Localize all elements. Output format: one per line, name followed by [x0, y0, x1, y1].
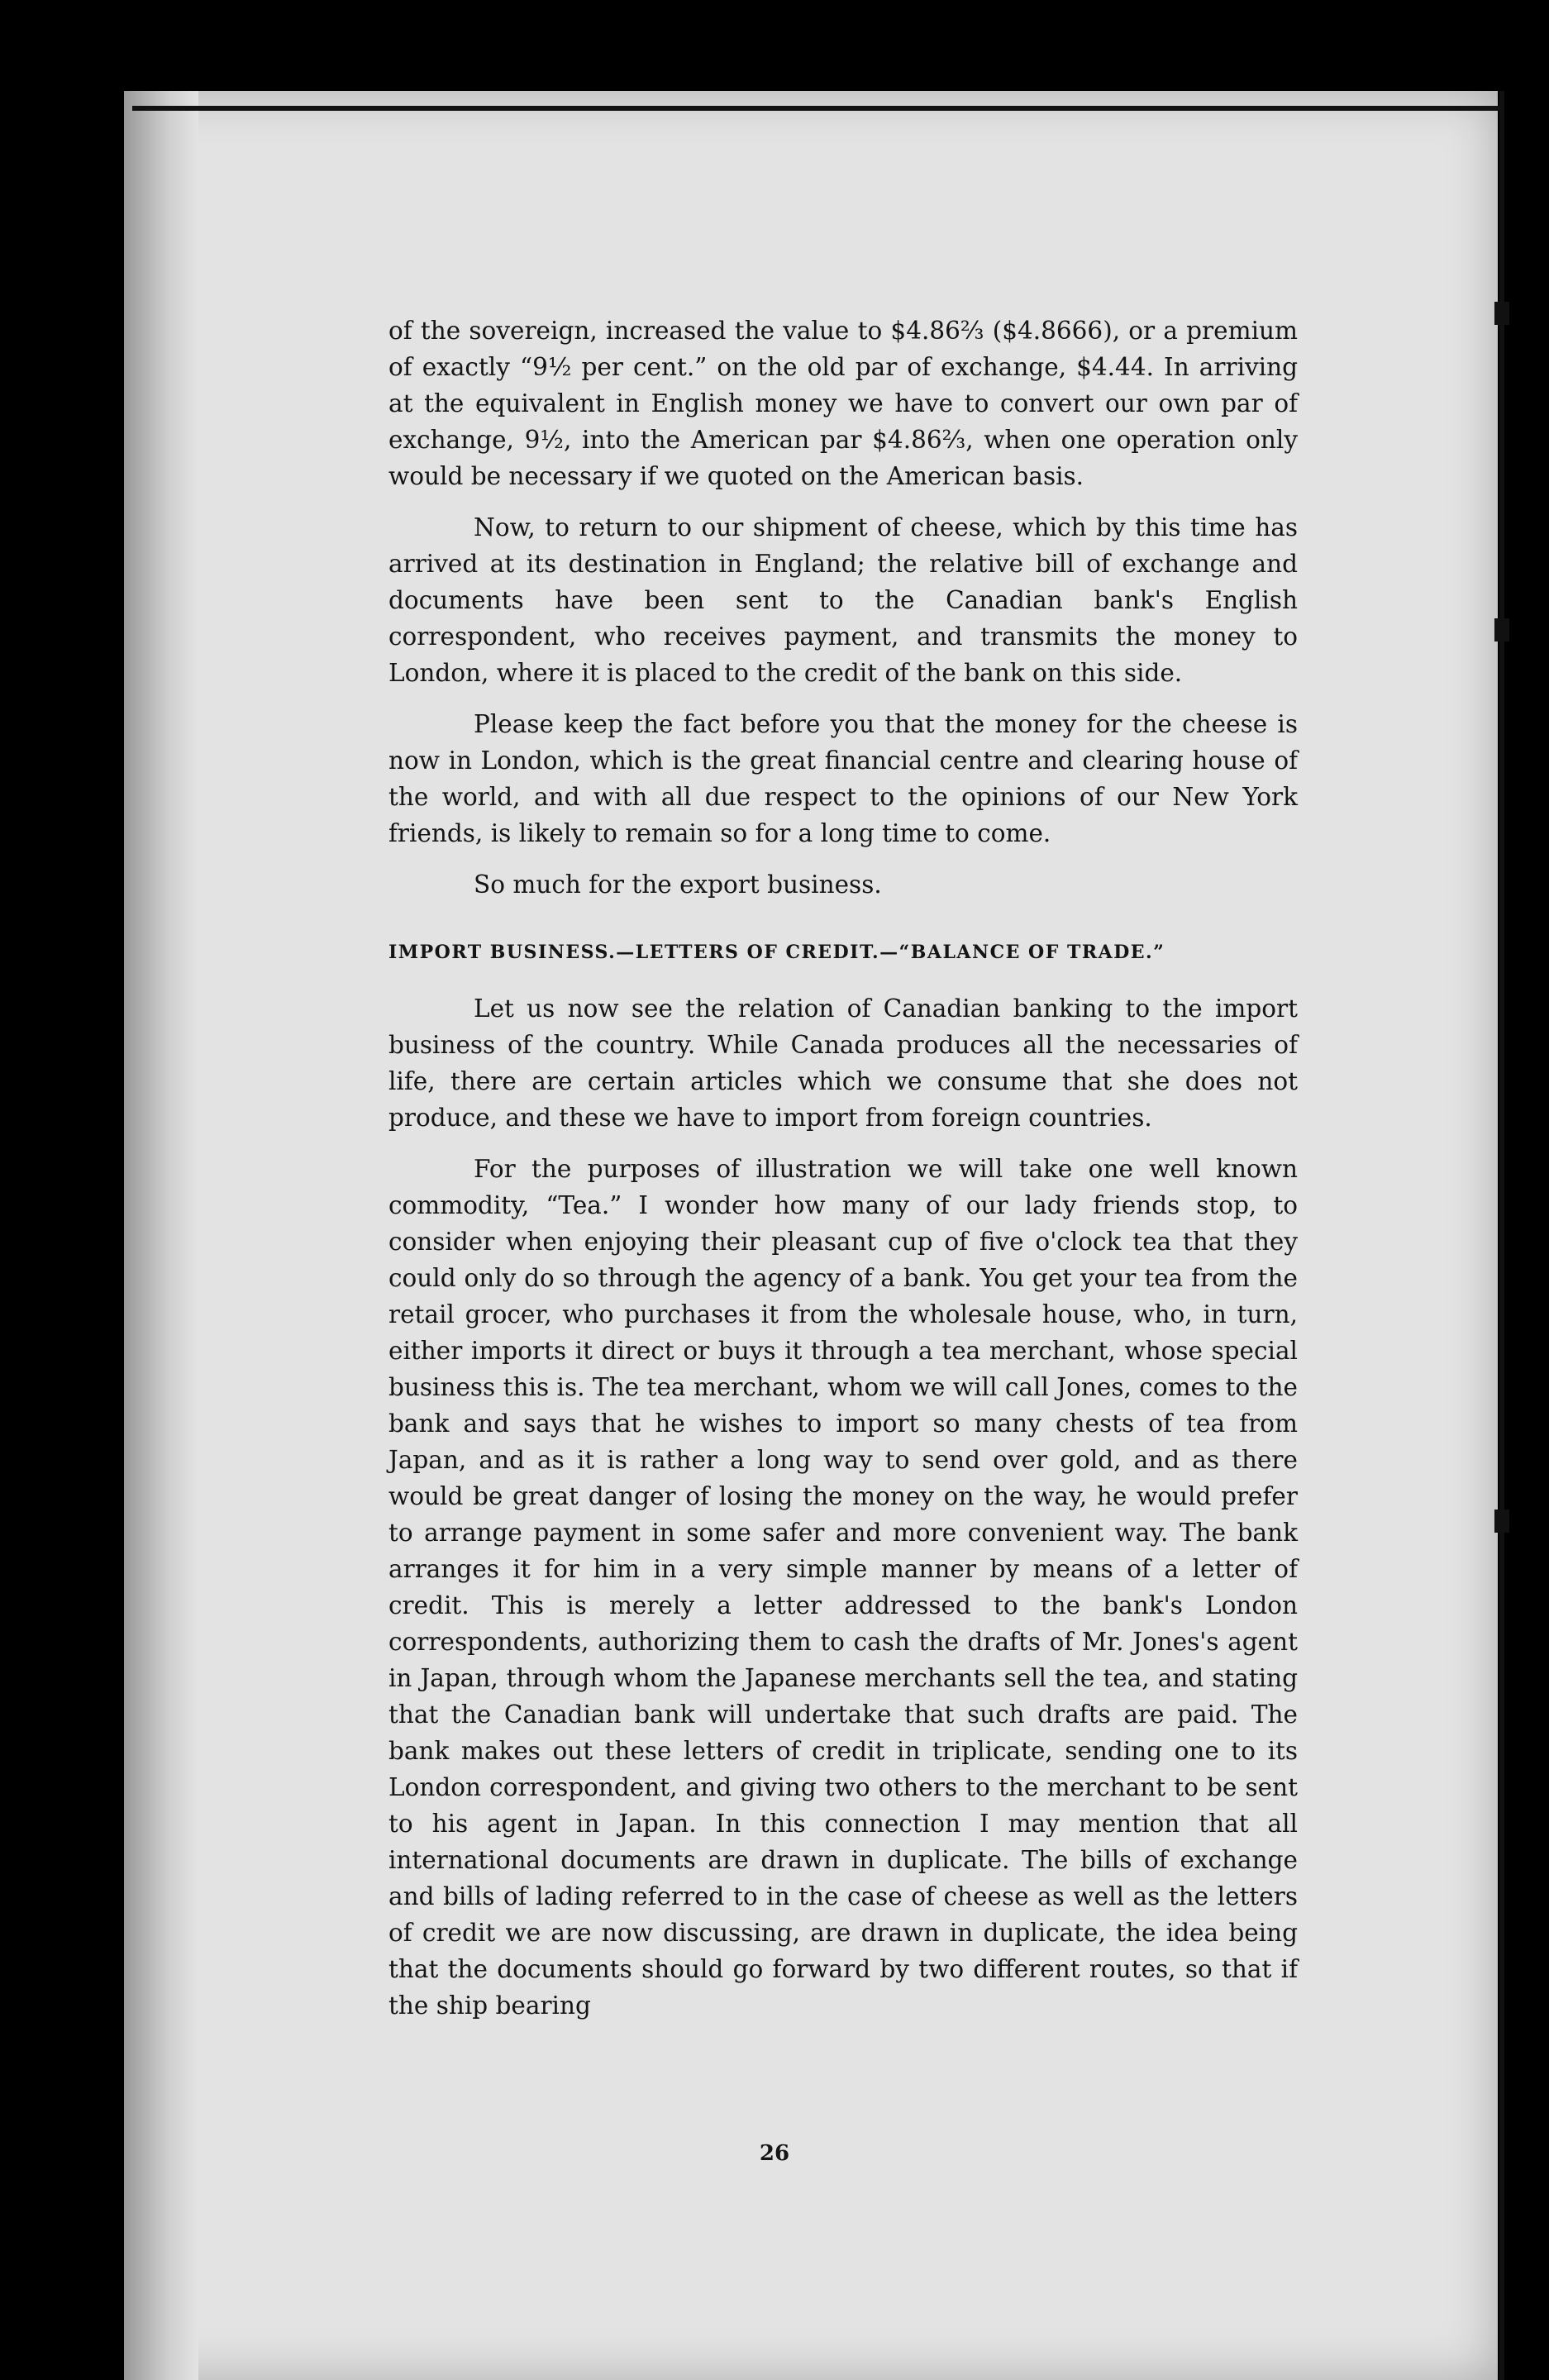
page-body — [388, 312, 1298, 2024]
paragraph: So much for the export business. — [474, 870, 882, 899]
paragraph: of the sovereign, increased the value to $4.86⅔ ($4.8666), or a premium of exactly “9½ per cent.” on the old par of exchange, $4.44. In arriving at the equivalent in English money we have to convert our own par of exchange, 9½, into the American par $4.86⅔, when one operation only would be necessary if we quoted on the American basis. — [388, 317, 1298, 490]
page-gutter-shadow — [124, 91, 198, 2380]
paragraph: For the purposes of illustration we will take one well known commodity, “Tea.” I wonder how many of our lady friends stop, to consider when enjoying their pleasant cup of five o'clock tea that they could only do so through the agency of a bank. You get your tea from the retail grocer, who purchases it from the wholesale house, who, in turn, either imports it direct or buys it through a tea merchant, whose special business this is. The tea merchant, whom we will call Jones, comes to the bank and says that he wishes to import so many chests of tea from Japan, and as it is rather a long way to send over gold, and as there would be great danger of losing the money on the way, he would prefer to arrange payment in some safer and more convenient way. The bank arranges it for him in a very simple manner by means of a letter of credit. This is merely a letter addressed to the bank's London correspondents, authorizing them to cash the drafts of Mr. Jones's agent in Japan, through whom the Japanese merchants sell the tea, and stating that the Canadian bank will undertake that such drafts are paid. The bank makes out these letters of credit in triplicate, sending one to its London correspondent, and giving two others to the merchant to be sent to his agent in Japan. In this connection I may mention that all international documents are drawn in duplicate. The bills of exchange and bills of lading referred to in the case of cheese as well as the letters of credit we are now discussing, are drawn in duplicate, the idea being that the documents should go forward by two different routes, so that if the ship bearing — [388, 1155, 1298, 2020]
paragraph: Let us now see the relation of Canadian banking to the import business of the country. While Canada produces all the necessaries of life, there are certain articles which we consume that she does not produce, and these we have to import from foreign countries. — [388, 994, 1298, 1132]
top-border-rule — [132, 106, 1504, 111]
right-border-rule — [1499, 91, 1504, 2380]
right-margin-mark — [1494, 1510, 1509, 1533]
page-number: 26 — [759, 2141, 790, 2166]
right-margin-mark — [1494, 302, 1509, 325]
section-heading: IMPORT BUSINESS.—LETTERS OF CREDIT.—“BALANCE OF TRADE.” — [388, 942, 1165, 963]
right-margin-mark — [1494, 618, 1509, 642]
paragraph: Now, to return to our shipment of cheese, which by this time has arrived at its destination in England; the relative bill of exchange and documents have been sent to the Canadian bank's English correspondent, who receives payment, and transmits the money to London, where it is placed to the credit of the bank on this side. — [388, 513, 1298, 687]
paragraph: Please keep the fact before you that the money for the cheese is now in London, which is the great financial centre and clearing house of the world, and with all due respect to the opinions of our New York friends, is likely to remain so for a long time to come. — [388, 710, 1298, 847]
